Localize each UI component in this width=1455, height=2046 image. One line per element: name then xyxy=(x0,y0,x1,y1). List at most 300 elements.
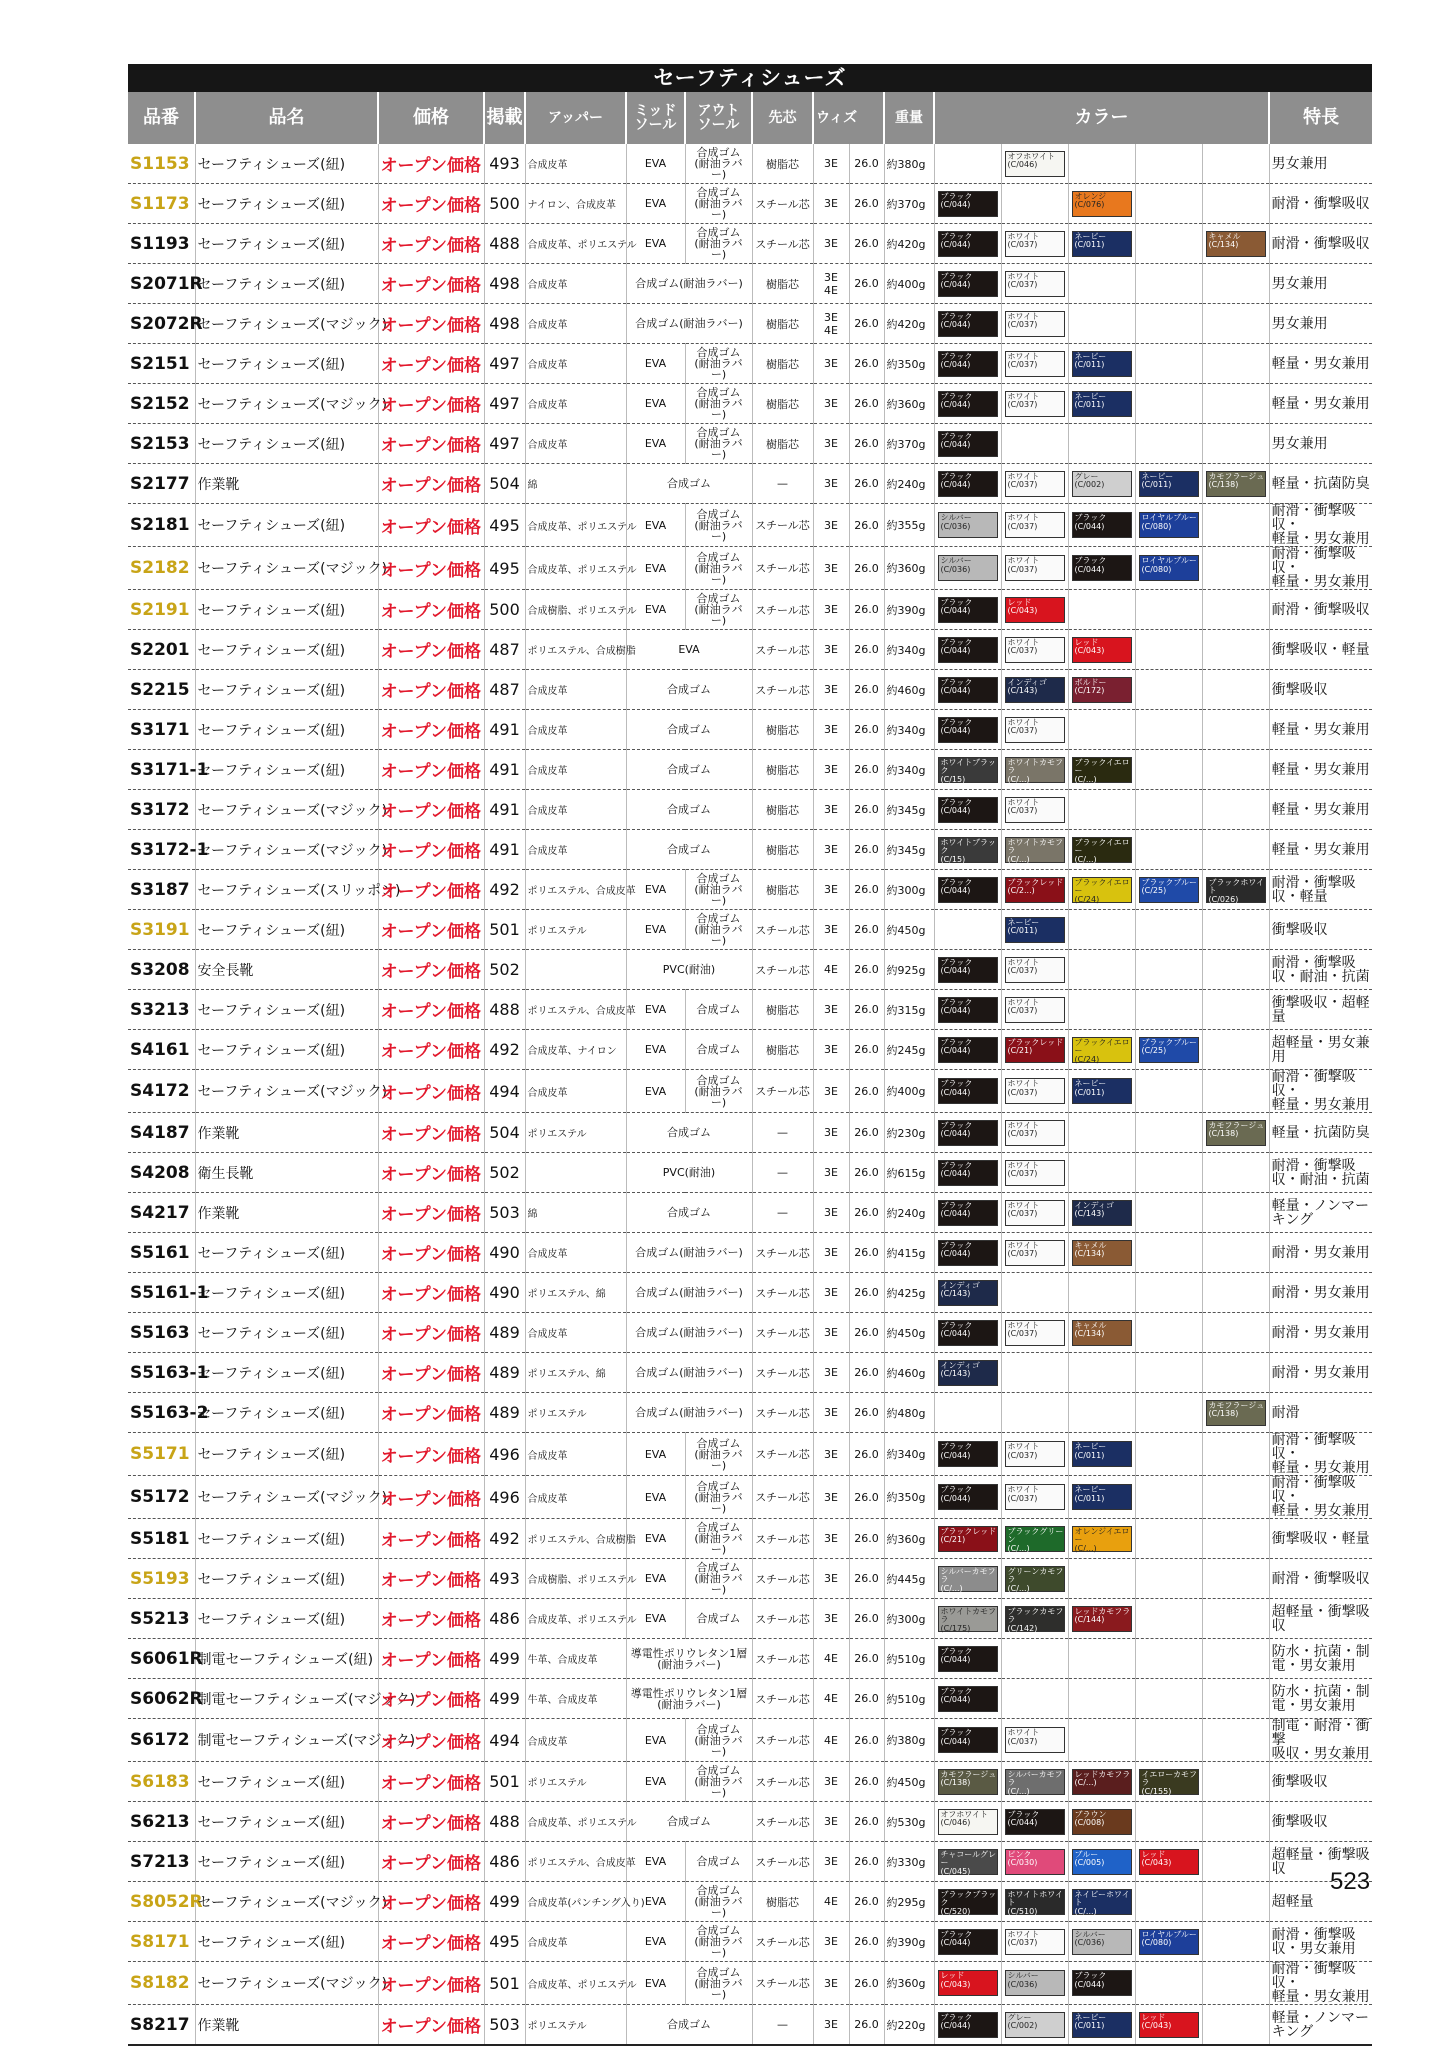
sole-material: 合成ゴム xyxy=(626,2005,752,2046)
color-swatch-label: ホワイトブラック (C/15) xyxy=(940,837,996,865)
color-cell xyxy=(1001,384,1068,424)
toe-cap: — xyxy=(752,1113,813,1153)
color-swatch xyxy=(938,391,998,417)
color-cell xyxy=(934,910,1001,950)
color-swatch-label: ホワイト (C/037) xyxy=(1007,1200,1040,1219)
color-swatch-label: ブラック (C/044) xyxy=(940,1485,973,1503)
color-cell xyxy=(934,950,1001,990)
outsole-material: 合成ゴム (耐油ラバー) xyxy=(685,1070,752,1113)
color-cell xyxy=(1202,790,1269,830)
product-name: セーフティシューズ(マジック) xyxy=(195,830,378,870)
toe-cap: スチール芯 xyxy=(752,910,813,950)
midsole-material: EVA xyxy=(626,1882,685,1922)
upper-material: 合成皮革 xyxy=(525,264,626,304)
table-row xyxy=(128,1762,1372,1802)
table-row xyxy=(128,1433,1372,1476)
color-cell xyxy=(1001,224,1068,264)
color-cell xyxy=(1135,1842,1202,1882)
catalog-page: 491 xyxy=(484,830,525,870)
sole-material: 導電性ポリウレタン1層 (耐油ラバー) xyxy=(626,1639,752,1679)
shoe-weight: 約925g xyxy=(884,950,934,990)
upper-material: 合成皮革 xyxy=(525,750,626,790)
outsole-material: 合成ゴム (耐油ラバー) xyxy=(685,1476,752,1519)
color-swatch xyxy=(1139,1849,1199,1875)
color-cell xyxy=(1202,504,1269,547)
product-code: S8217 xyxy=(128,2005,195,2046)
product-name: セーフティシューズ(紐) xyxy=(195,750,378,790)
catalog-page: 502 xyxy=(484,1153,525,1193)
shoe-width: 3E xyxy=(813,1476,849,1519)
shoe-weight: 約330g xyxy=(884,1842,934,1882)
color-cell xyxy=(1202,1030,1269,1070)
product-feature: 軽量・男女兼用 xyxy=(1269,344,1372,384)
product-feature: 耐滑・衝撃吸収・男女兼用 xyxy=(1269,1922,1372,1962)
product-code: S3187 xyxy=(128,870,195,910)
color-swatch-label: レッド (C/043) xyxy=(1141,1849,1172,1868)
shoe-weight: 約380g xyxy=(884,144,934,184)
product-name: セーフティシューズ(紐) xyxy=(195,1762,378,1802)
color-cell xyxy=(1001,1559,1068,1599)
shoe-width: 3E xyxy=(813,1273,849,1313)
product-name: セーフティシューズ(マジック) xyxy=(195,1882,378,1922)
color-swatch-label: ホワイト (C/037) xyxy=(1007,1320,1040,1339)
product-name: セーフティシューズ(紐) xyxy=(195,670,378,710)
shoe-size: 26.0 xyxy=(849,1802,884,1842)
toe-cap: スチール芯 xyxy=(752,184,813,224)
shoe-width: 3E xyxy=(813,464,849,504)
color-swatch xyxy=(938,997,998,1023)
product-price: オープン価格 xyxy=(378,1762,484,1802)
toe-cap: スチール芯 xyxy=(752,1599,813,1639)
shoe-weight: 約340g xyxy=(884,710,934,750)
product-price: オープン価格 xyxy=(378,1882,484,1922)
color-swatch-label: ブラック (C/044) xyxy=(940,351,973,370)
color-cell xyxy=(1135,504,1202,547)
product-code: S5161-1 xyxy=(128,1273,195,1313)
color-cell xyxy=(1135,384,1202,424)
table-row xyxy=(128,1353,1372,1393)
product-price: オープン価格 xyxy=(378,1353,484,1393)
color-cell xyxy=(1135,710,1202,750)
product-feature: 男女兼用 xyxy=(1269,424,1372,464)
shoe-size: 26.0 xyxy=(849,1762,884,1802)
product-name: 作業靴 xyxy=(195,1193,378,1233)
color-swatch xyxy=(938,877,998,903)
table-row xyxy=(128,630,1372,670)
color-swatch xyxy=(938,1849,998,1875)
outsole-material: 合成ゴム (耐油ラバー) xyxy=(685,1719,752,1762)
shoe-weight: 約415g xyxy=(884,1233,934,1273)
product-feature: 軽量・男女兼用 xyxy=(1269,384,1372,424)
sole-material: 合成ゴム xyxy=(626,830,752,870)
product-price: オープン価格 xyxy=(378,990,484,1030)
shoe-size: 26.0 xyxy=(849,1273,884,1313)
product-name: セーフティシューズ(紐) xyxy=(195,344,378,384)
color-swatch-label: ブラックブルー (C/25) xyxy=(1141,877,1198,896)
product-name: セーフティシューズ(マジック) xyxy=(195,1070,378,1113)
shoe-size: 26.0 xyxy=(849,1433,884,1476)
product-price: オープン価格 xyxy=(378,1476,484,1519)
color-cell xyxy=(1135,1679,1202,1719)
color-cell xyxy=(1202,424,1269,464)
catalog-page: 489 xyxy=(484,1353,525,1393)
header-midsole: ミッド ソール xyxy=(626,92,685,144)
catalog-page: 490 xyxy=(484,1273,525,1313)
toe-cap: — xyxy=(752,1153,813,1193)
upper-material: ポリエステル xyxy=(525,1762,626,1802)
shoe-width: 3E 4E xyxy=(813,264,849,304)
color-swatch xyxy=(1005,957,1065,983)
color-cell xyxy=(1001,1842,1068,1882)
product-price: オープン価格 xyxy=(378,1070,484,1113)
color-swatch xyxy=(1072,1484,1132,1510)
color-swatch xyxy=(1072,1078,1132,1104)
product-price: オープン価格 xyxy=(378,264,484,304)
color-swatch xyxy=(1072,1769,1132,1795)
toe-cap: スチール芯 xyxy=(752,1559,813,1599)
color-swatch xyxy=(938,597,998,623)
shoe-width: 3E xyxy=(813,1070,849,1113)
header-width: ウィズ xyxy=(813,92,884,144)
color-swatch-label: ブラック (C/044) xyxy=(940,1728,973,1746)
upper-material: 合成皮革、ポリエステル xyxy=(525,504,626,547)
color-cell xyxy=(1202,590,1269,630)
product-price: オープン価格 xyxy=(378,1313,484,1353)
header-price: 価格 xyxy=(378,92,484,144)
color-swatch-label: シルバーカモフラ (C/...) xyxy=(940,1566,996,1594)
color-swatch xyxy=(938,717,998,743)
product-feature: 軽量・男女兼用 xyxy=(1269,790,1372,830)
color-cell xyxy=(1202,384,1269,424)
shoe-weight: 約295g xyxy=(884,1882,934,1922)
color-cell xyxy=(934,1842,1001,1882)
color-swatch-label: ブラック (C/044) xyxy=(940,597,973,616)
shoe-width: 3E xyxy=(813,1153,849,1193)
color-cell xyxy=(1001,750,1068,790)
product-price: オープン価格 xyxy=(378,590,484,630)
color-cell xyxy=(934,464,1001,504)
color-swatch-label: ホワイト (C/037) xyxy=(1007,1442,1040,1460)
shoe-size: 26.0 xyxy=(849,384,884,424)
toe-cap: スチール芯 xyxy=(752,1393,813,1433)
sole-material: 導電性ポリウレタン1層 (耐油ラバー) xyxy=(626,1679,752,1719)
shoe-size: 26.0 xyxy=(849,1519,884,1559)
color-swatch-label: ホワイトブラック (C/15) xyxy=(940,757,996,785)
color-cell xyxy=(1068,1070,1135,1113)
color-swatch-label: ブラックレッド (C/21) xyxy=(1007,1037,1064,1056)
color-swatch xyxy=(1005,1809,1065,1835)
color-cell xyxy=(934,1519,1001,1559)
shoe-weight: 約360g xyxy=(884,547,934,590)
product-feature: 軽量・抗菌防臭 xyxy=(1269,1113,1372,1153)
shoe-size: 26.0 xyxy=(849,1313,884,1353)
color-cell xyxy=(934,1113,1001,1153)
shoe-weight: 約380g xyxy=(884,1719,934,1762)
color-swatch-label: ネイビーホワイト (C/...) xyxy=(1074,1889,1130,1917)
outsole-material: 合成ゴム (耐油ラバー) xyxy=(685,1922,752,1962)
color-swatch xyxy=(1005,1889,1065,1915)
toe-cap: スチール芯 xyxy=(752,1802,813,1842)
product-code: S1153 xyxy=(128,144,195,184)
shoe-weight: 約360g xyxy=(884,1519,934,1559)
color-cell xyxy=(934,1273,1001,1313)
table-row xyxy=(128,224,1372,264)
color-swatch xyxy=(1072,1526,1132,1552)
color-cell xyxy=(1001,1433,1068,1476)
table-row xyxy=(128,1639,1372,1679)
color-swatch-label: ブラック (C/044) xyxy=(940,797,973,816)
outsole-material: 合成ゴム xyxy=(685,990,752,1030)
color-swatch-label: イエローカモフラ (C/155) xyxy=(1141,1769,1198,1797)
color-swatch xyxy=(1005,1240,1065,1266)
product-price: オープン価格 xyxy=(378,1922,484,1962)
catalog-sheet xyxy=(128,64,1372,2046)
color-cell xyxy=(1068,950,1135,990)
color-cell xyxy=(1135,1233,1202,1273)
color-cell xyxy=(1068,1719,1135,1762)
midsole-material: EVA xyxy=(626,1030,685,1070)
shoe-weight: 約400g xyxy=(884,264,934,304)
color-cell xyxy=(1068,384,1135,424)
color-swatch xyxy=(1005,1120,1065,1146)
shoe-width: 3E xyxy=(813,590,849,630)
color-swatch xyxy=(1005,231,1065,257)
catalog-page: 491 xyxy=(484,710,525,750)
midsole-material: EVA xyxy=(626,1559,685,1599)
product-name: セーフティシューズ(紐) xyxy=(195,1559,378,1599)
color-swatch-label: カモフラージュ (C/138) xyxy=(1208,471,1265,490)
shoe-size: 26.0 xyxy=(849,1842,884,1882)
color-cell xyxy=(1001,670,1068,710)
upper-material: 合成皮革、ポリエステル xyxy=(525,1802,626,1842)
color-cell xyxy=(1068,1113,1135,1153)
shoe-weight: 約300g xyxy=(884,1599,934,1639)
product-code: S4208 xyxy=(128,1153,195,1193)
sole-material: EVA xyxy=(626,630,752,670)
color-cell xyxy=(1068,870,1135,910)
product-name: セーフティシューズ(紐) xyxy=(195,1393,378,1433)
product-name: セーフティシューズ(紐) xyxy=(195,1802,378,1842)
shoe-width: 3E xyxy=(813,1233,849,1273)
shoe-width: 3E xyxy=(813,224,849,264)
color-cell xyxy=(1068,1313,1135,1353)
sole-material: 合成ゴム(耐油ラバー) xyxy=(626,1273,752,1313)
color-cell xyxy=(1135,1153,1202,1193)
color-swatch xyxy=(1005,717,1065,743)
color-swatch xyxy=(1072,757,1132,783)
color-cell xyxy=(934,870,1001,910)
color-cell xyxy=(1202,264,1269,304)
catalog-page: 495 xyxy=(484,504,525,547)
color-cell xyxy=(934,1070,1001,1113)
product-feature: 男女兼用 xyxy=(1269,264,1372,304)
midsole-material: EVA xyxy=(626,1962,685,2005)
catalog-page: 486 xyxy=(484,1599,525,1639)
upper-material: 合成皮革 xyxy=(525,1433,626,1476)
color-swatch-label: ブラックイエロー (C/...) xyxy=(1074,837,1130,865)
color-cell xyxy=(1135,1353,1202,1393)
product-code: S5163 xyxy=(128,1313,195,1353)
product-feature: 耐滑・衝撃吸収・ 軽量・男女兼用 xyxy=(1269,504,1372,547)
table-body xyxy=(128,144,1372,2045)
upper-material: 合成皮革、ポリエステル xyxy=(525,224,626,264)
color-swatch xyxy=(1005,877,1065,903)
color-swatch-label: オレンジイエロー (C/...) xyxy=(1074,1526,1130,1554)
product-feature: 耐滑・男女兼用 xyxy=(1269,1273,1372,1313)
product-feature: 耐滑・男女兼用 xyxy=(1269,1233,1372,1273)
color-swatch-label: ブラウン (C/008) xyxy=(1074,1809,1107,1828)
color-swatch-label: チャコールグレー (C/045) xyxy=(940,1849,996,1877)
catalog-page: 503 xyxy=(484,2005,525,2046)
color-swatch-label: ブラック (C/044) xyxy=(940,877,973,896)
color-cell xyxy=(1068,424,1135,464)
midsole-material: EVA xyxy=(626,1070,685,1113)
toe-cap: 樹脂芯 xyxy=(752,304,813,344)
color-swatch xyxy=(1005,555,1065,581)
color-swatch xyxy=(1072,555,1132,581)
color-swatch-label: ブラック (C/044) xyxy=(940,1686,973,1705)
catalog-page: 491 xyxy=(484,750,525,790)
color-swatch xyxy=(1005,1526,1065,1552)
product-name: セーフティシューズ(紐) xyxy=(195,590,378,630)
color-swatch-label: ブラック (C/044) xyxy=(940,311,973,330)
product-name: セーフティシューズ(紐) xyxy=(195,910,378,950)
color-swatch-label: ホワイト (C/037) xyxy=(1007,957,1040,976)
color-swatch-label: ホワイト (C/037) xyxy=(1007,1728,1040,1746)
product-feature: 耐滑・衝撃吸収・ 軽量・男女兼用 xyxy=(1269,547,1372,590)
color-cell xyxy=(1001,870,1068,910)
upper-material: 合成皮革、ポリエステル xyxy=(525,547,626,590)
color-swatch-label: ロイヤルブルー (C/080) xyxy=(1141,1929,1197,1948)
table-row xyxy=(128,950,1372,990)
toe-cap: 樹脂芯 xyxy=(752,424,813,464)
color-cell xyxy=(1001,630,1068,670)
shoe-size: 26.0 xyxy=(849,630,884,670)
color-swatch-label: レッド (C/043) xyxy=(1141,2012,1172,2031)
catalog-page: 497 xyxy=(484,384,525,424)
table-row xyxy=(128,1113,1372,1153)
product-name: セーフティシューズ(紐) xyxy=(195,1273,378,1313)
toe-cap: スチール芯 xyxy=(752,1433,813,1476)
toe-cap: スチール芯 xyxy=(752,504,813,547)
product-name: セーフティシューズ(紐) xyxy=(195,1353,378,1393)
color-cell xyxy=(934,750,1001,790)
color-cell xyxy=(934,990,1001,1030)
color-cell xyxy=(1001,424,1068,464)
product-name: セーフティシューズ(紐) xyxy=(195,630,378,670)
table-row xyxy=(128,1882,1372,1922)
color-cell xyxy=(1068,670,1135,710)
color-swatch xyxy=(938,957,998,983)
shoe-width: 4E xyxy=(813,1882,849,1922)
shoe-width: 3E xyxy=(813,830,849,870)
sole-material: 合成ゴム(耐油ラバー) xyxy=(626,1233,752,1273)
color-cell xyxy=(1001,1882,1068,1922)
product-name: セーフティシューズ(マジック) xyxy=(195,790,378,830)
catalog-page: 487 xyxy=(484,670,525,710)
color-cell xyxy=(1135,1922,1202,1962)
color-cell xyxy=(1135,1599,1202,1639)
catalog-page: 491 xyxy=(484,790,525,830)
color-cell xyxy=(934,1313,1001,1353)
product-name: セーフティシューズ(紐) xyxy=(195,990,378,1030)
table-row xyxy=(128,590,1372,630)
shoe-weight: 約315g xyxy=(884,990,934,1030)
catalog-page: 504 xyxy=(484,464,525,504)
color-swatch-label: ブラック (C/044) xyxy=(940,997,973,1016)
table-row xyxy=(128,344,1372,384)
sole-material: 合成ゴム xyxy=(626,710,752,750)
color-cell xyxy=(1135,1519,1202,1559)
shoe-weight: 約460g xyxy=(884,1353,934,1393)
color-swatch-label: ブラック (C/044) xyxy=(940,1037,973,1056)
color-swatch xyxy=(1072,1929,1132,1955)
color-swatch-label: ブラック (C/044) xyxy=(940,191,973,210)
color-swatch-label: ブラック (C/044) xyxy=(1074,1971,1107,1989)
color-cell xyxy=(934,344,1001,384)
color-swatch xyxy=(938,1526,998,1552)
toe-cap: スチール芯 xyxy=(752,590,813,630)
color-swatch-label: ブラック (C/044) xyxy=(1074,556,1107,574)
color-cell xyxy=(1001,1519,1068,1559)
color-cell xyxy=(1202,710,1269,750)
catalog-page: 488 xyxy=(484,224,525,264)
midsole-material: EVA xyxy=(626,504,685,547)
color-cell xyxy=(1202,1882,1269,1922)
product-feature: 耐滑・衝撃吸収 xyxy=(1269,224,1372,264)
table-row xyxy=(128,144,1372,184)
sole-material: 合成ゴム xyxy=(626,670,752,710)
color-cell xyxy=(934,1639,1001,1679)
color-cell xyxy=(1135,990,1202,1030)
color-cell xyxy=(1001,504,1068,547)
color-swatch-label: ブラック (C/044) xyxy=(940,1200,973,1219)
outsole-material: 合成ゴム (耐油ラバー) xyxy=(685,344,752,384)
color-swatch-label: ホワイト (C/037) xyxy=(1007,637,1040,656)
color-cell xyxy=(1068,830,1135,870)
color-cell xyxy=(934,1962,1001,2005)
product-price: オープン価格 xyxy=(378,224,484,264)
color-cell xyxy=(934,1433,1001,1476)
shoe-width: 4E xyxy=(813,1679,849,1719)
color-swatch xyxy=(1139,555,1199,581)
color-cell xyxy=(1135,950,1202,990)
shoe-size: 26.0 xyxy=(849,870,884,910)
shoe-weight: 約450g xyxy=(884,1313,934,1353)
color-cell xyxy=(934,1393,1001,1433)
shoe-width: 3E xyxy=(813,1193,849,1233)
toe-cap: スチール芯 xyxy=(752,1070,813,1113)
upper-material: 合成皮革(パンチング入り) xyxy=(525,1882,626,1922)
color-cell xyxy=(1202,1476,1269,1519)
shoe-weight: 約240g xyxy=(884,1193,934,1233)
outsole-material: 合成ゴム (耐油ラバー) xyxy=(685,184,752,224)
color-swatch xyxy=(1139,1929,1199,1955)
color-cell xyxy=(1001,264,1068,304)
color-swatch xyxy=(938,1037,998,1063)
color-swatch-label: ブラックイエロー (C/24) xyxy=(1074,1037,1130,1065)
color-cell xyxy=(1068,1519,1135,1559)
color-cell xyxy=(1068,184,1135,224)
product-code: S8182 xyxy=(128,1962,195,2005)
color-cell xyxy=(1001,1599,1068,1639)
outsole-material: 合成ゴム (耐油ラバー) xyxy=(685,224,752,264)
color-swatch-label: ブルー (C/005) xyxy=(1074,1849,1105,1868)
color-cell xyxy=(1068,144,1135,184)
color-cell xyxy=(1202,1193,1269,1233)
color-swatch xyxy=(938,1970,998,1996)
shoe-width: 3E xyxy=(813,630,849,670)
